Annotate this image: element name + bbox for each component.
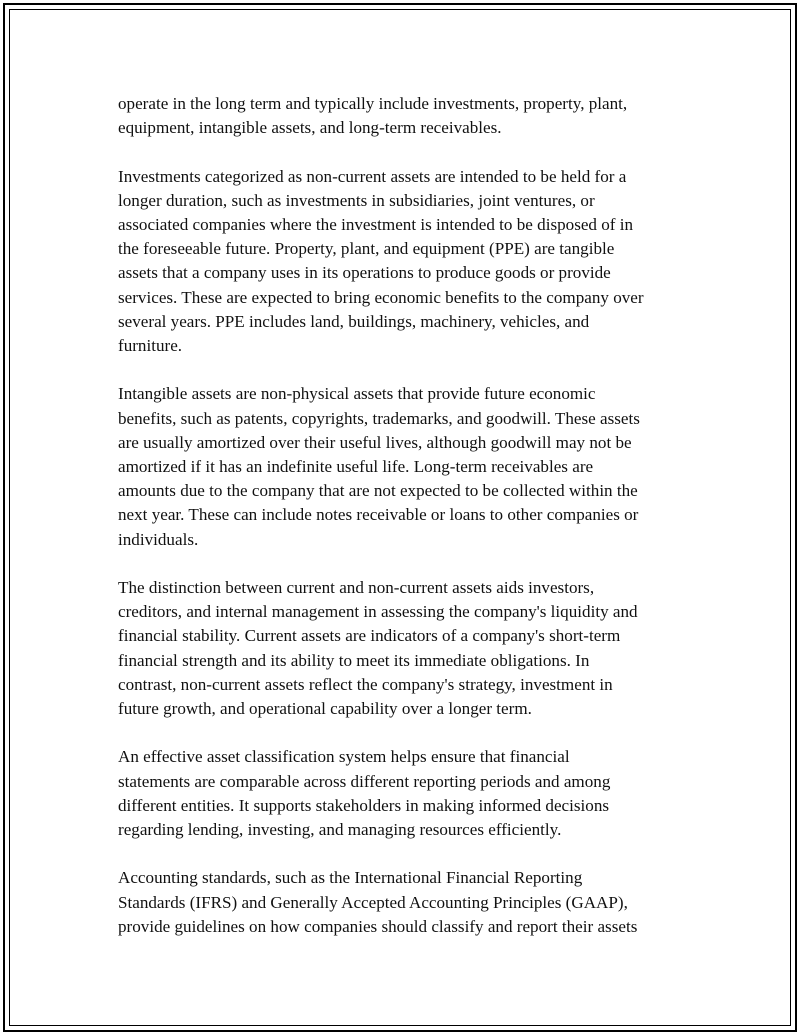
paragraph-3 [118,382,698,551]
text-line: next year. These can include notes receivable or loans to other companies or [118,505,639,525]
text-line: contrast, non-current assets reflect the company's strategy, investment in [118,674,613,694]
text-line: provide guidelines on how companies should classify and report their assets [118,916,638,936]
text-line: Investments categorized as non-current assets are intended to be held for a [118,166,627,186]
text-line: the foreseeable future. Property, plant, and equipment (PPE) are tangible [118,239,615,259]
text-line: services. These are expected to bring economic benefits to the company over [118,287,644,307]
text-line: benefits, such as patents, copyrights, trademarks, and goodwill. These assets [118,408,640,428]
text-line: associated companies where the investment is intended to be disposed of in [118,215,634,234]
text-line: The distinction between current and non-current assets aids investors, [118,578,595,598]
text-line: longer duration, such as investments in subsidiaries, joint ventures, or [118,190,595,210]
paragraph-6 [118,866,698,939]
document-body [118,92,698,963]
text-line: individuals. [118,529,199,549]
paragraph-5 [118,745,698,842]
text-line: statements are comparable across different reporting periods and among [118,771,611,791]
text-line: equipment, intangible assets, and long-term receivables. [118,118,502,138]
text-line: financial stability. Current assets are indicators of a company's short-term [118,626,621,646]
text-line: Standards (IFRS) and Generally Accepted Accounting Principles (GAAP), [118,892,628,912]
text-line: assets that a company uses in its operations to produce goods or provide [118,263,611,283]
text-line: future growth, and operational capability over a longer term. [118,699,532,719]
text-line: Accounting standards, such as the International Financial Reporting [118,868,583,888]
text-line: Intangible assets are non-physical assets that provide future economic [118,384,596,404]
paragraph-1 [118,92,698,140]
text-line: operate in the long term and typically include investments, property, plant, [118,94,628,113]
paragraph-4 [118,576,698,721]
text-line: amounts due to the company that are not expected to be collected within the [118,481,638,501]
text-line: different entities. It supports stakeholders in making informed decisions [118,795,610,815]
text-line: creditors, and internal management in assessing the company's liquidity and [118,602,638,622]
text-line: furniture. [118,336,183,356]
text-line: regarding lending, investing, and managing resources efficiently. [118,820,562,840]
paragraph-2 [118,165,698,359]
text-line: are usually amortized over their useful lives, although goodwill may not be [118,432,632,452]
text-line: several years. PPE includes land, buildings, machinery, vehicles, and [118,311,590,331]
text-line: An effective asset classification system helps ensure that financial [118,747,570,767]
text-line: financial strength and its ability to meet its immediate obligations. In [118,650,590,670]
text-line: amortized if it has an indefinite useful life. Long-term receivables are [118,457,594,477]
